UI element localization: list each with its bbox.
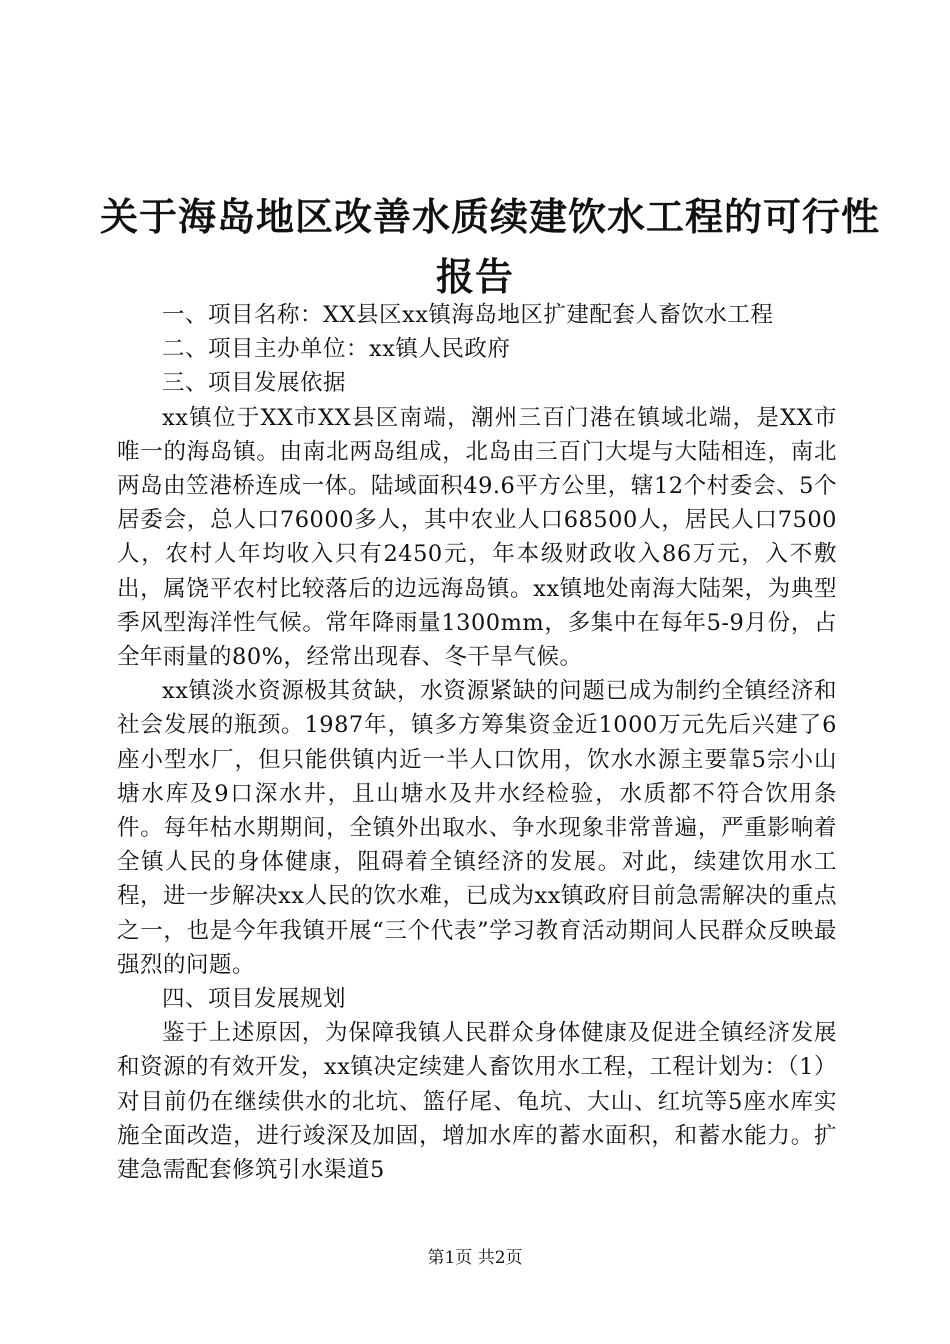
paragraph-plan-details: 鉴于上述原因，为保障我镇人民群众身体健康及促进全镇经济发展和资源的有效开发，xx镇决定续建人畜饮用水工程，工程计划为：（1）对目前仍在继续供水的北坑、篮仔尾、龟坑、大山、红坑等5座水库实施全面改造，进行竣深及加固，增加水库的蓄水面积，和蓄水能力。扩建急需配套修筑引水渠道5 (117, 1020, 837, 1184)
document-body (117, 298, 837, 1187)
document-title-line1: 关于海岛地区改善水质续建饮水工程的可行性 (100, 195, 881, 239)
page-footer: 第1页 共2页 (427, 1248, 523, 1268)
document-title-line2: 报告 (435, 255, 514, 299)
paragraph-basis-heading: 三、项目发展依据 (162, 370, 347, 397)
paragraph-town-overview: xx镇位于XX市XX县区南端，潮州三百门港在镇域北端，是XX市唯一的海岛镇。由南北两岛组成，北岛由三百门大堤与大陆相连，南北两岛由笠港桥连成一体。陆域面积49.6平方公里，辖12个村委会、5个居委会，总人口76000多人，其中农业人口68500人，居民人口7500人，农村人年均收入只有2450元，年本级财政收入86万元，入不敷出，属饶平农村比较落后的边远海岛镇。xx镇地处南海大陆架，为典型季风型海洋性气候。常年降雨量1300mm，多集中在每年5-9月份，占全年雨量的80%，经常出现春、冬干旱气候。 (117, 404, 837, 671)
paragraph-sponsor: 二、项目主办单位：xx镇人民政府 (162, 336, 511, 363)
paragraph-water-shortage: xx镇淡水资源极其贫缺，水资源紧缺的问题已成为制约全镇经济和社会发展的瓶颈。1987年，镇多方筹集资金近1000万元先后兴建了6座小型水厂，但只能供镇内近一半人口饮用，饮水水源主要靠5宗小山塘水库及9口深水井，且山塘水及井水经检验，水质都不符合饮用条件。每年枯水期期间，全镇外出取水、争水现象非常普遍，严重影响着全镇人民的身体健康，阻碍着全镇经济的发展。对此，续建饮用水工程，进一步解决xx人民的饮水难，已成为xx镇政府目前急需解决的重点之一，也是今年我镇开展“三个代表”学习教育活动期间人民群众反映最强烈的问题。 (117, 678, 837, 978)
paragraph-plan-heading: 四、项目发展规划 (162, 986, 347, 1013)
paragraph-project-name: 一、项目名称：XX县区xx镇海岛地区扩建配套人畜饮水工程 (162, 302, 774, 328)
